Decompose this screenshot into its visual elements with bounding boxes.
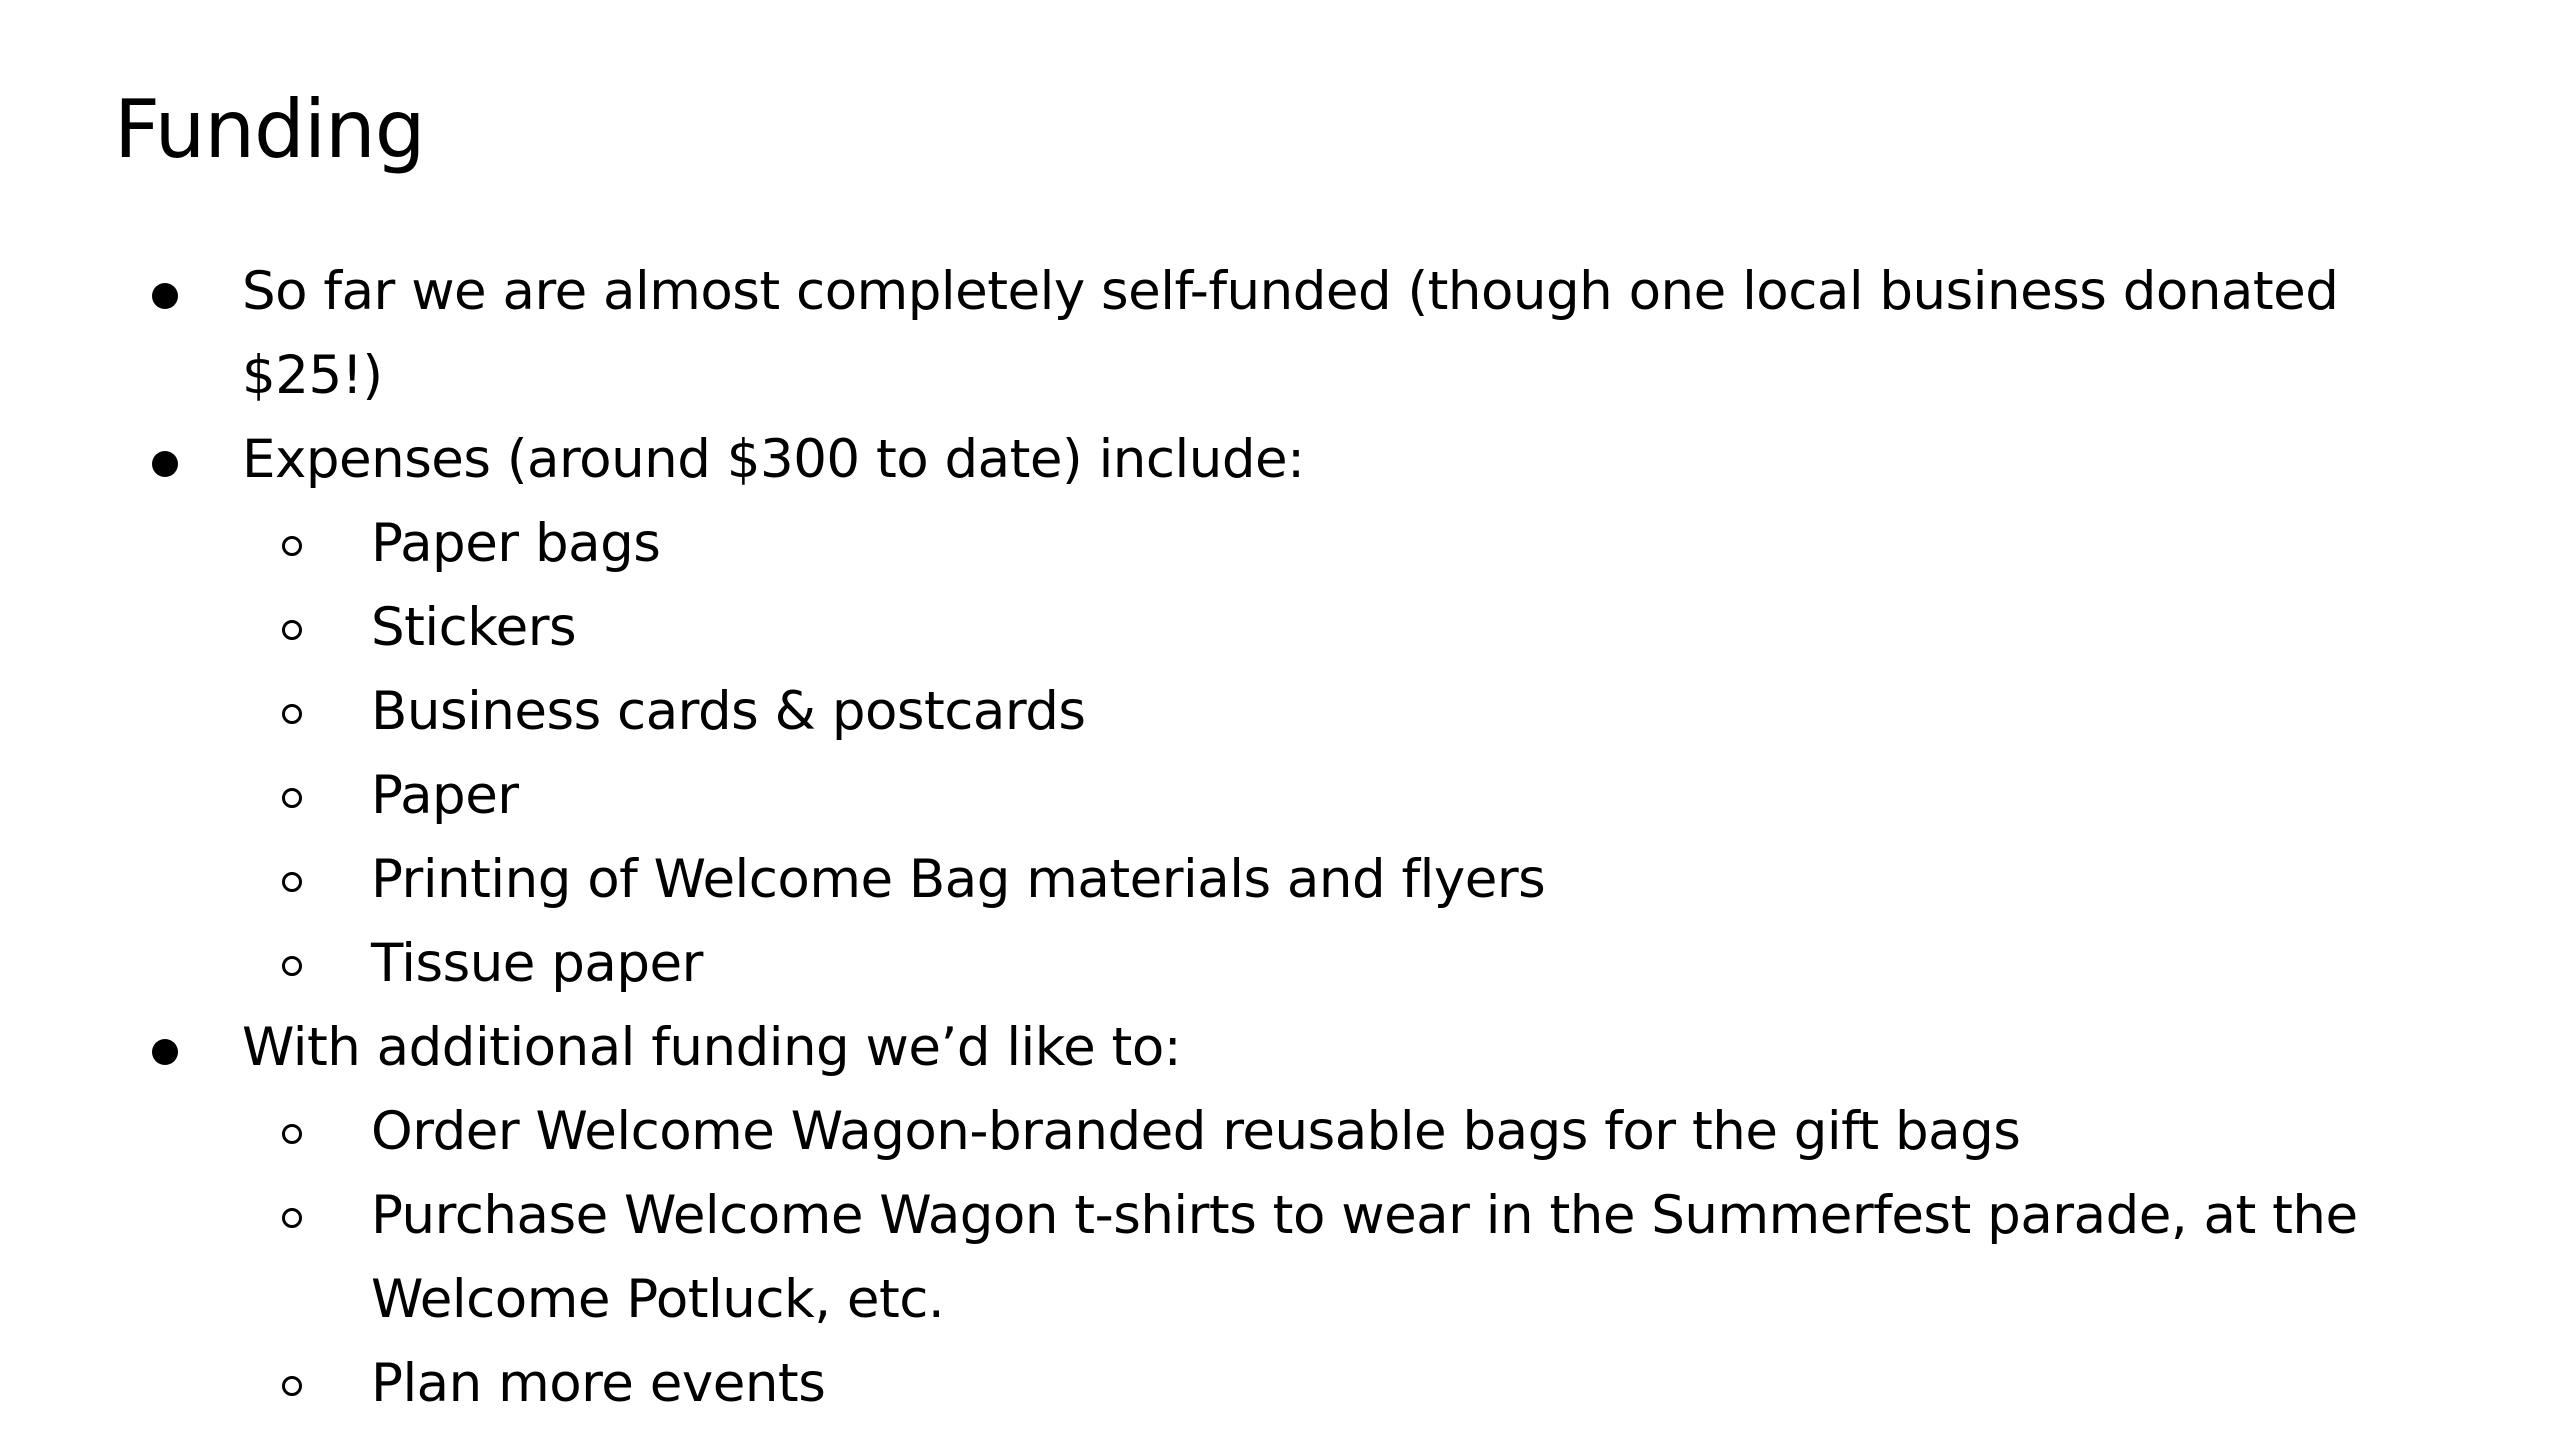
bullet-text-line: So far we are almost completely self-funded (though one local business donated	[242, 261, 2339, 322]
sub-bullet-text	[371, 1174, 2358, 1342]
sub-bullet-item	[0, 754, 2358, 838]
bullet-item-expenses	[0, 418, 2358, 1006]
bullet-ring-icon	[282, 1208, 302, 1228]
bullet-item-additional-funding	[0, 1006, 2358, 1426]
bullet-ring-icon	[282, 872, 302, 892]
sub-bullet-item	[0, 1342, 2358, 1426]
sub-bullet-text: Plan more events	[371, 1353, 826, 1414]
bullet-text: With additional funding we’d like to:	[242, 1017, 1182, 1078]
sub-bullet-text: Paper	[371, 765, 519, 826]
bullet-ring-icon	[282, 704, 302, 724]
sub-bullet-list	[0, 1090, 2358, 1426]
bullet-text	[242, 250, 2338, 418]
bullet-dot-icon	[152, 451, 178, 477]
bullet-dot-icon	[152, 283, 178, 309]
sub-bullet-item	[0, 670, 2358, 754]
sub-bullet-text: Tissue paper	[371, 933, 703, 994]
bullet-ring-icon	[282, 536, 302, 556]
bullet-text-line: $25!)	[242, 345, 383, 406]
bullet-dot-icon	[152, 1039, 178, 1065]
bullet-item-self-funded	[0, 250, 2358, 418]
sub-bullet-text: Printing of Welcome Bag materials and flyers	[371, 849, 1546, 910]
sub-bullet-text: Business cards & postcards	[371, 681, 1086, 742]
sub-bullet-item	[0, 922, 2358, 1006]
bullet-ring-icon	[282, 1124, 302, 1144]
bullet-ring-icon	[282, 788, 302, 808]
sub-bullet-text-line: Welcome Potluck, etc.	[371, 1269, 945, 1330]
bullet-text: Expenses (around $300 to date) include:	[242, 429, 1305, 490]
sub-bullet-text-line: Purchase Welcome Wagon t-shirts to wear in the Summerfest parade, at the	[371, 1185, 2358, 1246]
slide-title: Funding	[114, 83, 425, 176]
sub-bullet-item	[0, 586, 2358, 670]
bullet-ring-icon	[282, 956, 302, 976]
sub-bullet-text: Paper bags	[371, 513, 661, 574]
sub-bullet-text: Order Welcome Wagon-branded reusable bags for the gift bags	[371, 1101, 2021, 1162]
sub-bullet-item	[0, 1174, 2358, 1342]
bullet-ring-icon	[282, 620, 302, 640]
sub-bullet-item	[0, 502, 2358, 586]
sub-bullet-item	[0, 838, 2358, 922]
bullet-ring-icon	[282, 1376, 302, 1396]
sub-bullet-item	[0, 1090, 2358, 1174]
sub-bullet-text: Stickers	[371, 597, 577, 658]
sub-bullet-list	[0, 502, 2358, 1006]
bullet-list	[0, 250, 2358, 1426]
